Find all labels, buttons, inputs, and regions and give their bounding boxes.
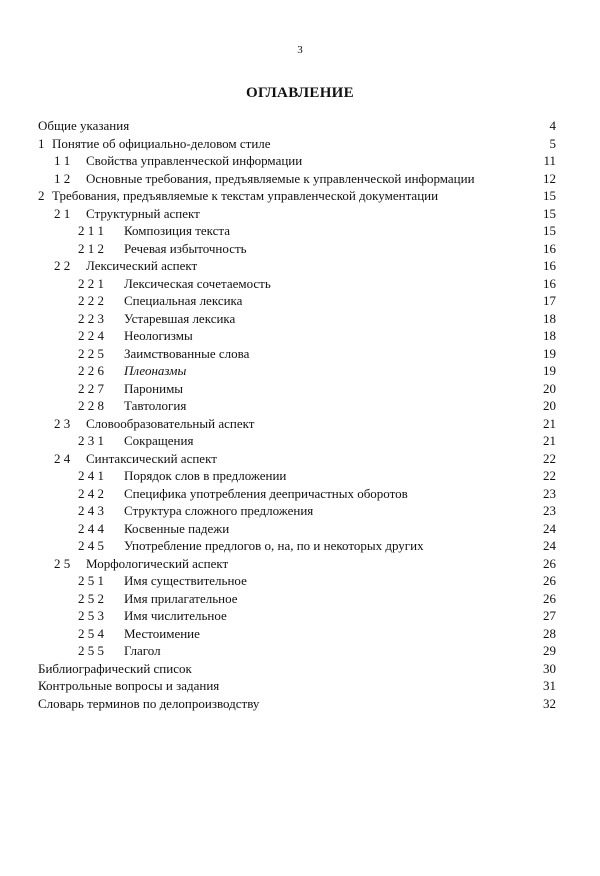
toc-entry-title: Свойства управленческой информации xyxy=(86,153,303,168)
toc-entry-number: 2 2 1 xyxy=(78,275,104,291)
toc-entry-number: 2 1 xyxy=(54,205,71,221)
toc-entry-page: 24 xyxy=(543,520,556,536)
toc-entry-title: Имя прилагательное xyxy=(124,590,238,606)
toc-entry xyxy=(38,642,556,660)
toc-entry xyxy=(38,555,556,573)
toc-entry-number: 2 2 2 xyxy=(78,293,104,308)
toc-entry-number: 1 1 xyxy=(54,153,71,168)
toc-entry-page: 19 xyxy=(543,345,556,361)
toc-entry-title: Порядок слов в предложении xyxy=(124,468,287,483)
toc-entry-title: Заимствованные слова xyxy=(124,345,250,361)
toc-entry-number: 1 2 xyxy=(54,170,71,186)
toc-entry-page: 4 xyxy=(549,118,556,133)
toc-entry-page: 32 xyxy=(543,695,556,711)
toc-entry-title: Понятие об официально-деловом стиле xyxy=(52,135,271,151)
toc-entry-number: 2 5 4 xyxy=(78,625,104,641)
toc-entry-title: Неологизмы xyxy=(124,328,193,343)
toc-entry xyxy=(38,590,556,608)
toc-entry-page: 26 xyxy=(543,573,556,588)
toc-entry xyxy=(38,222,556,240)
toc-entry-page: 21 xyxy=(543,415,556,431)
toc-entry-page: 26 xyxy=(543,555,556,571)
toc-entry-number: 2 2 7 xyxy=(78,380,104,396)
toc-entry-title: Тавтология xyxy=(124,398,187,413)
toc-entry-title: Имя существительное xyxy=(124,573,247,588)
toc-entry-title: Структурный аспект xyxy=(86,205,200,221)
toc-entry-page: 30 xyxy=(543,660,556,676)
toc-entry xyxy=(38,502,556,520)
toc-entry-title: Употребление предлогов о, на, по и некоторых других xyxy=(124,538,424,553)
toc-entry-title: Сокращения xyxy=(124,433,194,448)
toc-entry-page: 16 xyxy=(543,240,556,256)
toc-entry xyxy=(38,520,556,538)
toc-entry-page: 18 xyxy=(543,328,556,343)
toc-entry-page: 21 xyxy=(543,433,556,448)
toc-entry xyxy=(38,397,556,415)
toc-entry-title: Плеоназмы xyxy=(124,363,187,378)
toc-entry xyxy=(38,187,556,205)
toc-entry-page: 5 xyxy=(549,135,556,151)
toc-entry-title: Лексическая сочетаемость xyxy=(124,275,271,291)
toc-entry-title: Требования, предъявляемые к текстам управленческой документации xyxy=(52,188,439,203)
toc-entry xyxy=(38,135,556,153)
toc-entry-page: 15 xyxy=(543,205,556,221)
toc-entry-page: 15 xyxy=(543,223,556,238)
toc-entry xyxy=(38,345,556,363)
toc-entry-title: Словообразовательный аспект xyxy=(86,415,255,431)
toc-entry-number: 2 5 xyxy=(54,555,71,571)
toc-entry xyxy=(38,362,556,380)
toc-entry xyxy=(38,450,556,468)
toc-entry-number: 2 4 3 xyxy=(78,503,104,518)
toc-entry xyxy=(38,467,556,485)
toc-entry xyxy=(38,117,556,135)
toc-entry-number: 1 xyxy=(38,135,45,151)
toc-entry-title: Композиция текста xyxy=(124,223,231,238)
toc-entry-page: 20 xyxy=(543,398,556,413)
toc-entry-title: Синтаксический аспект xyxy=(86,450,217,466)
toc-entry-page: 24 xyxy=(543,538,556,553)
toc-entry-title: Лексический аспект xyxy=(86,258,198,273)
toc-entry-number: 2 3 xyxy=(54,415,71,431)
toc-entry-title: Специфика употребления деепричастных оборотов xyxy=(124,485,408,501)
toc-entry-title: Основные требования, предъявляемые к управленческой информации xyxy=(86,170,475,186)
toc-entry-page: 22 xyxy=(543,468,556,483)
toc-entry-number: 2 5 5 xyxy=(78,643,104,658)
toc-entry xyxy=(38,572,556,590)
toc-entry-page: 16 xyxy=(543,258,556,273)
toc-entry-page: 20 xyxy=(543,380,556,396)
toc-entry-page: 31 xyxy=(543,678,556,693)
toc-entry-number: 2 4 1 xyxy=(78,468,104,483)
toc-entry-page: 28 xyxy=(543,625,556,641)
toc-entry-page: 26 xyxy=(543,590,556,606)
toc-entry-title: Библиографический список xyxy=(38,660,192,676)
toc-entry-page: 19 xyxy=(543,363,556,378)
toc-entry-title: Паронимы xyxy=(124,380,184,396)
toc-entry xyxy=(38,327,556,345)
toc-entry-number: 2 1 2 xyxy=(78,240,104,256)
toc-entry-page: 17 xyxy=(543,293,556,308)
toc-entry xyxy=(38,537,556,555)
toc-entry-number: 2 1 1 xyxy=(78,223,104,238)
toc-entry xyxy=(38,660,556,678)
toc-entry xyxy=(38,170,556,188)
toc-entry-number: 2 4 2 xyxy=(78,485,104,501)
toc-entry-title: Структура сложного предложения xyxy=(124,503,314,518)
toc-entry-page: 22 xyxy=(543,450,556,466)
toc-entry xyxy=(38,205,556,223)
toc-entry xyxy=(38,275,556,293)
toc-entry xyxy=(38,432,556,450)
toc-entry-number: 2 5 3 xyxy=(78,608,104,623)
toc-entry xyxy=(38,695,556,713)
toc-entry-title: Контрольные вопросы и задания xyxy=(38,678,220,693)
toc-entry xyxy=(38,625,556,643)
toc-entry xyxy=(38,292,556,310)
toc-entry-title: Общие указания xyxy=(38,118,130,133)
toc-entry-title: Устаревшая лексика xyxy=(124,310,236,326)
toc-entry-page: 29 xyxy=(543,643,556,658)
toc-entry-title: Специальная лексика xyxy=(124,293,243,308)
toc-entry-number: 2 2 6 xyxy=(78,363,104,378)
toc-entry-page: 12 xyxy=(543,170,556,186)
toc-entry-page: 23 xyxy=(543,503,556,518)
toc-entry xyxy=(38,607,556,625)
toc-entry xyxy=(38,485,556,503)
toc-entry-page: 18 xyxy=(543,310,556,326)
toc-entry xyxy=(38,240,556,258)
toc-entry-number: 2 2 4 xyxy=(78,328,104,343)
toc-entry-page: 27 xyxy=(543,608,556,623)
toc-entry-page: 11 xyxy=(543,153,556,168)
toc-entry-page: 15 xyxy=(543,188,556,203)
toc-entry-title: Речевая избыточность xyxy=(124,240,247,256)
toc-entry xyxy=(38,415,556,433)
toc-entry-number: 2 5 1 xyxy=(78,573,104,588)
toc-entry-title: Косвенные падежи xyxy=(124,520,230,536)
toc-entry-number: 2 2 xyxy=(54,258,71,273)
toc-entry xyxy=(38,152,556,170)
toc-entry-number: 2 2 3 xyxy=(78,310,104,326)
toc-entry-number: 2 4 5 xyxy=(78,538,104,553)
toc-entry-title: Имя числительное xyxy=(124,608,227,623)
toc-entry-title: Словарь терминов по делопроизводству xyxy=(38,695,260,711)
page-title: ОГЛАВЛЕНИЕ xyxy=(246,85,354,101)
toc-entry-number: 2 5 2 xyxy=(78,590,104,606)
page-number: 3 xyxy=(297,44,303,56)
toc-entry-title: Местоимение xyxy=(124,625,200,641)
toc-entry-page: 23 xyxy=(543,485,556,501)
toc-entry-page: 16 xyxy=(543,275,556,291)
toc-entry-title: Морфологический аспект xyxy=(86,555,229,571)
toc-entry-number: 2 3 1 xyxy=(78,433,104,448)
toc-entry-title: Глагол xyxy=(124,643,161,658)
toc-entry-number: 2 xyxy=(38,188,45,203)
toc-entry-number: 2 4 xyxy=(54,450,71,466)
toc-entry xyxy=(38,380,556,398)
toc-entry xyxy=(38,310,556,328)
toc-entry-number: 2 4 4 xyxy=(78,520,104,536)
toc-entry xyxy=(38,257,556,275)
toc-entry-number: 2 2 8 xyxy=(78,398,104,413)
toc-entry-number: 2 2 5 xyxy=(78,345,104,361)
toc-entry xyxy=(38,677,556,695)
table-of-contents xyxy=(38,117,556,712)
